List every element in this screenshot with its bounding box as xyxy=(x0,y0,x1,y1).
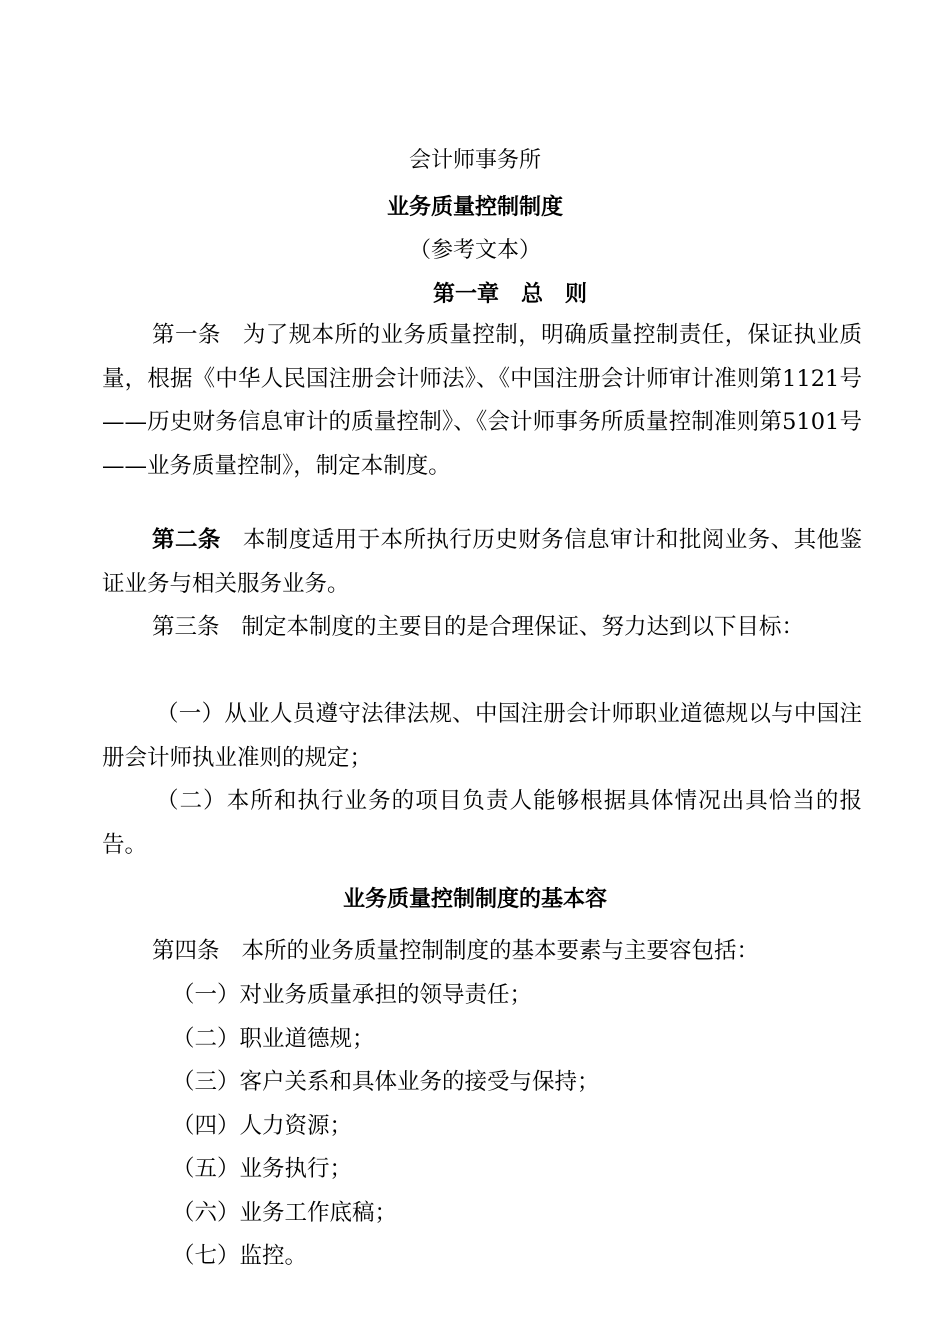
article-1 xyxy=(102,314,862,488)
article-3-text: 制定本制度的主要目的是合理保证、努力达到以下目标： xyxy=(241,614,805,640)
list-item: （四）人力资源； xyxy=(172,1112,353,1139)
list-item: （六）业务工作底稿； xyxy=(172,1199,398,1226)
section-heading: 业务质量控制制度的基本容 xyxy=(342,886,607,912)
list-item: （三）客户关系和具体业务的接受与保持； xyxy=(172,1069,600,1095)
article-3 xyxy=(102,606,862,650)
document-title: 业务质量控制制度 xyxy=(386,194,563,220)
article-4-text: 本所的业务质量控制制度的基本要素与主要容包括： xyxy=(241,938,760,964)
article-2-label: 第二条 xyxy=(152,527,221,553)
list-item: （二）职业道德规； xyxy=(172,1025,375,1052)
reference-note: （参考文本） xyxy=(408,238,541,263)
article-2-text: 本制度适用于本所执行历史财务信息审计和批阅业务、其他鉴证业务与相关服务业务。 xyxy=(102,527,862,597)
article-1-text: 为了规本所的业务质量控制，明确质量控制责任，保证执业质量，根据《中华人民国注册会计师法》、《中国注册会计师审计准则第1121号——历史财务信息审计的质量控制》、《会计师事务所质量控制准则第5101号——业务质量控制》，制定本制度。 xyxy=(102,322,862,479)
firm-title: 会计师事务所 xyxy=(408,148,541,173)
chapter-heading: 第一章 总 则 xyxy=(432,281,587,307)
quality-elements-list xyxy=(172,974,772,1279)
article-3-label: 第三条 xyxy=(152,614,220,640)
article-1-label: 第一条 xyxy=(152,322,221,348)
article-3-item-1: （一）从业人员遵守法律法规、中国注册会计师职业道德规以与中国注册会计师执业准则的规定； xyxy=(102,701,862,771)
article-4 xyxy=(102,930,862,974)
list-item: （五）业务执行； xyxy=(172,1156,353,1182)
list-item: （七）监控。 xyxy=(172,1243,308,1269)
list-item: （一）对业务质量承担的领导责任； xyxy=(172,982,533,1008)
article-2 xyxy=(102,519,862,606)
article-3-item-2: （二）本所和执行业务的项目负责人能够根据具体情况出具恰当的报告。 xyxy=(102,788,862,858)
article-4-label: 第四条 xyxy=(152,938,220,964)
